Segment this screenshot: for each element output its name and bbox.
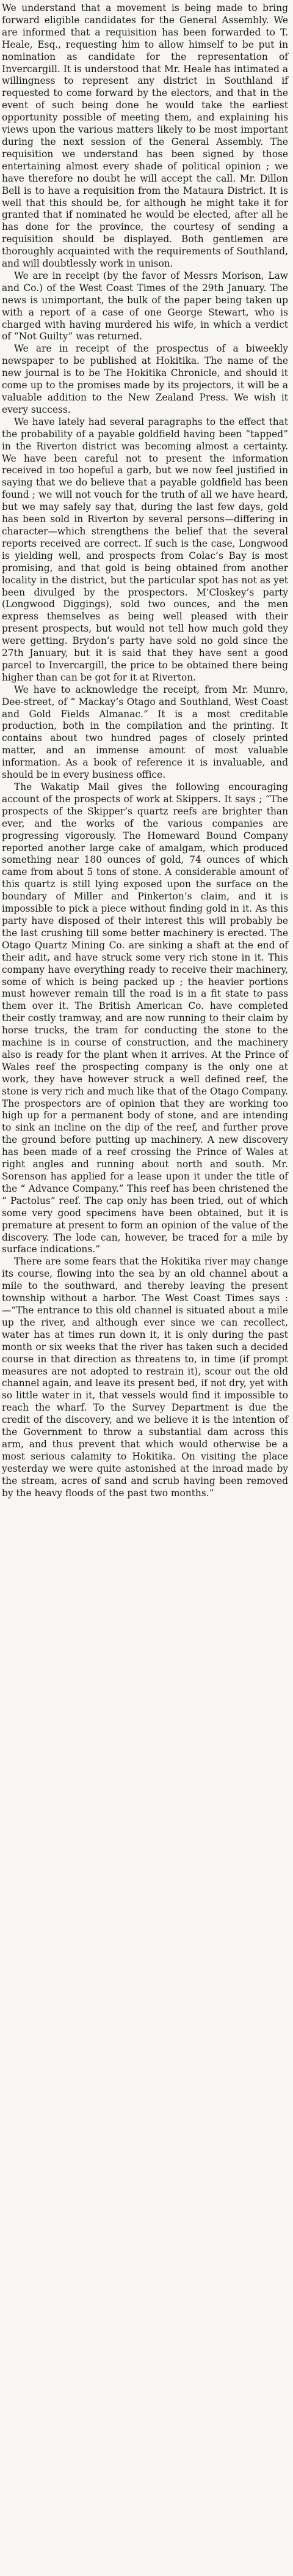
paragraph-hokitika-river: There are some fears that the Hokitika river may change its course, flowing into the sea by an old channel about a mile to the southward, and thereby leaving the present township without a harbor. The West Coast Times says :—“The entrance to this old channel is situated about a mile up the river, and although ever since we can recollect, water has at times run down it, it is only during the past month or six weeks that the river has taken such a decided course in that direction as threatens to, in time (if prompt measures are not adopted to restrain it), scour out the old channel again, and leave its present bed, if not dry, yet with so little water in it, that vessels would find it impossible to reach the wharf. To the Survey Department is due the credit of the discovery, and we believe it is the intention of the Government to throw a substantial dam across this arm, and thus prevent that which would otherwise be a most serious calamity to Hokitika. On visiting the place yesterday we were quite astonished at the inroad made by the stream, acres of sand and scrub having been removed by the heavy floods of the past two months.”	[2, 1256, 288, 1499]
paragraph-west-coast-times: We are in receipt (by the favor of Messrs Morison, Law and Co.) of the West Coast Times of the 29th January. The news is unimportant, the bulk of the paper being taken up with a report of a case of one George Stewart, who is charged with having murdered his wife, in which a verdict of “Not Guilty” was returned.	[2, 270, 288, 342]
paragraph-candidates: We understand that a movement is being made to bring forward eligible candidates for the General Assembly. We are informed that a requisition has been forwarded to T. Heale, Esq., requesting him to allow himself to be put in nomination as candidate for the representation of Invercargill. It is understood that Mr. Heale has intimated a willingness to represent any district in Southland if requested to come forward by the electors, and that in the event of such being done he would take the earliest opportunity possible of meeting them, and explaining his views upon the various matters likely to be most important during the next session of the General Assembly. The requisition we understand has been signed by those entertaining almost every shade of political opinion ; we have therefore no doubt he will accept the call. Mr. Dillon Bell is to have a requisition from the Mataura District. It is well that this should be, for although he might take it for granted that if nominated he would be elected, after all he has done for the province, the courtesy of sending a requisition should be displayed. Both gentlemen are thoroughly acquainted with the requirements of Southland, and will doubtlessly work in unison.	[2, 2, 288, 270]
paragraph-riverton-goldfield: We have lately had several paragraphs to the effect that the probability of a payable goldfield having been “tapped” in the Riverton district was becoming almost a certainty. We have been careful not to present the information received in too hopeful a garb, but we now feel justified in saying that we do believe that a payable goldfield has been found ; we will not vouch for the truth of all we have heard, but we may safely say that, during the last few days, gold has been sold in Riverton by several persons—differing in character—which strengthens the belief that the several reports received are correct. If such is the case, Longwood is yielding well, and prospects from Colac’s Bay is most promising, and that gold is being obtained from another locality in the district, but the particular spot has not as yet been divulged by the prospectors. M’Closkey’s party (Longwood Diggings), sold two ounces, and the men express themselves as being well pleased with their present prospects, but would not tell how much gold they were getting. Brydon’s party have sold no gold since the 27th January, but it is said that they have sent a good parcel to Invercargill, the price to be obtained there being higher than can be got for it at Riverton.	[2, 416, 288, 683]
paragraph-almanac: We have to acknowledge the receipt, from Mr. Munro, Dee-street, of “ Mackay’s Otago and Southland, West Coast and Gold Fields Almanac.” It is a most creditable production, both in the compilation and the printing. It contains about two hundred pages of closely printed matter, and an immense amount of most valuable information. As a book of reference it is invaluable, and should be in every business office.	[2, 684, 288, 781]
news-column	[2, 2, 288, 1499]
paragraph-hokitika-chronicle: We are in receipt of the prospectus of a biweekly newspaper to be published at Hokitika. The name of the new journal is to be The Hokitika Chronicle, and should it come up to the promises made by its projectors, it will be a valuable addition to the New Zealand Press. We wish it every success.	[2, 343, 288, 415]
paragraph-wakatip-mail: The Wakatip Mail gives the following encouraging account of the prospects of work at Skippers. It says ; “The prospects of the Skipper’s quartz reefs are brighter than ever, and the works of the various companies are progressing vigorously. The Homeward Bound Company reported another large cake of amalgam, which produced something near 180 ounces of gold, 74 ounces of which came from about 5 tons of stone. A considerable amount of this quartz is still lying exposed upon the surface on the boundary of Miller and Pinkerton’s claim, and it is impossible to pick a piece without finding gold in it. As this party have disposed of their interest this will probably be the last crushing till some better machinery is erected. The Otago Quartz Mining Co. are sinking a shaft at the end of their adit, and have struck some very rich stone in it. This company have everything ready to receive their machinery, some of which is being packed up ; the heavier portions must however remain till the road is in a fit state to pass them over it. The British American Co. have completed their costly tramway, and are now running to their claim by horse trucks, the tram for conducting the stone to the machine is in course of construction, and the machinery also is ready for the plant when it arrives. At the Prince of Wales reef the prospecting company is the only one at work, they have however struck a well defined reef, the stone is very rich and much like that of the Otago Company. The prospectors are of opinion that they are working too high up for a permanent body of stone, and are intending to sink an incline on the dip of the reef, and further prove the ground before putting up machinery. A new discovery has been made of a reef crossing the Prince of Wales at right angles and running about north and south. Mr. Sorenson has applied for a lease upon it under the title of the “ Advance Company.” This reef has been christened the “ Pactolus” reef. The cap only has been tried, out of which some very good specimens have been obtained, but it is premature at present to form an opinion of the value of the discovery. The lode can, however, be traced for a mile by surface indications.”	[2, 781, 288, 1255]
